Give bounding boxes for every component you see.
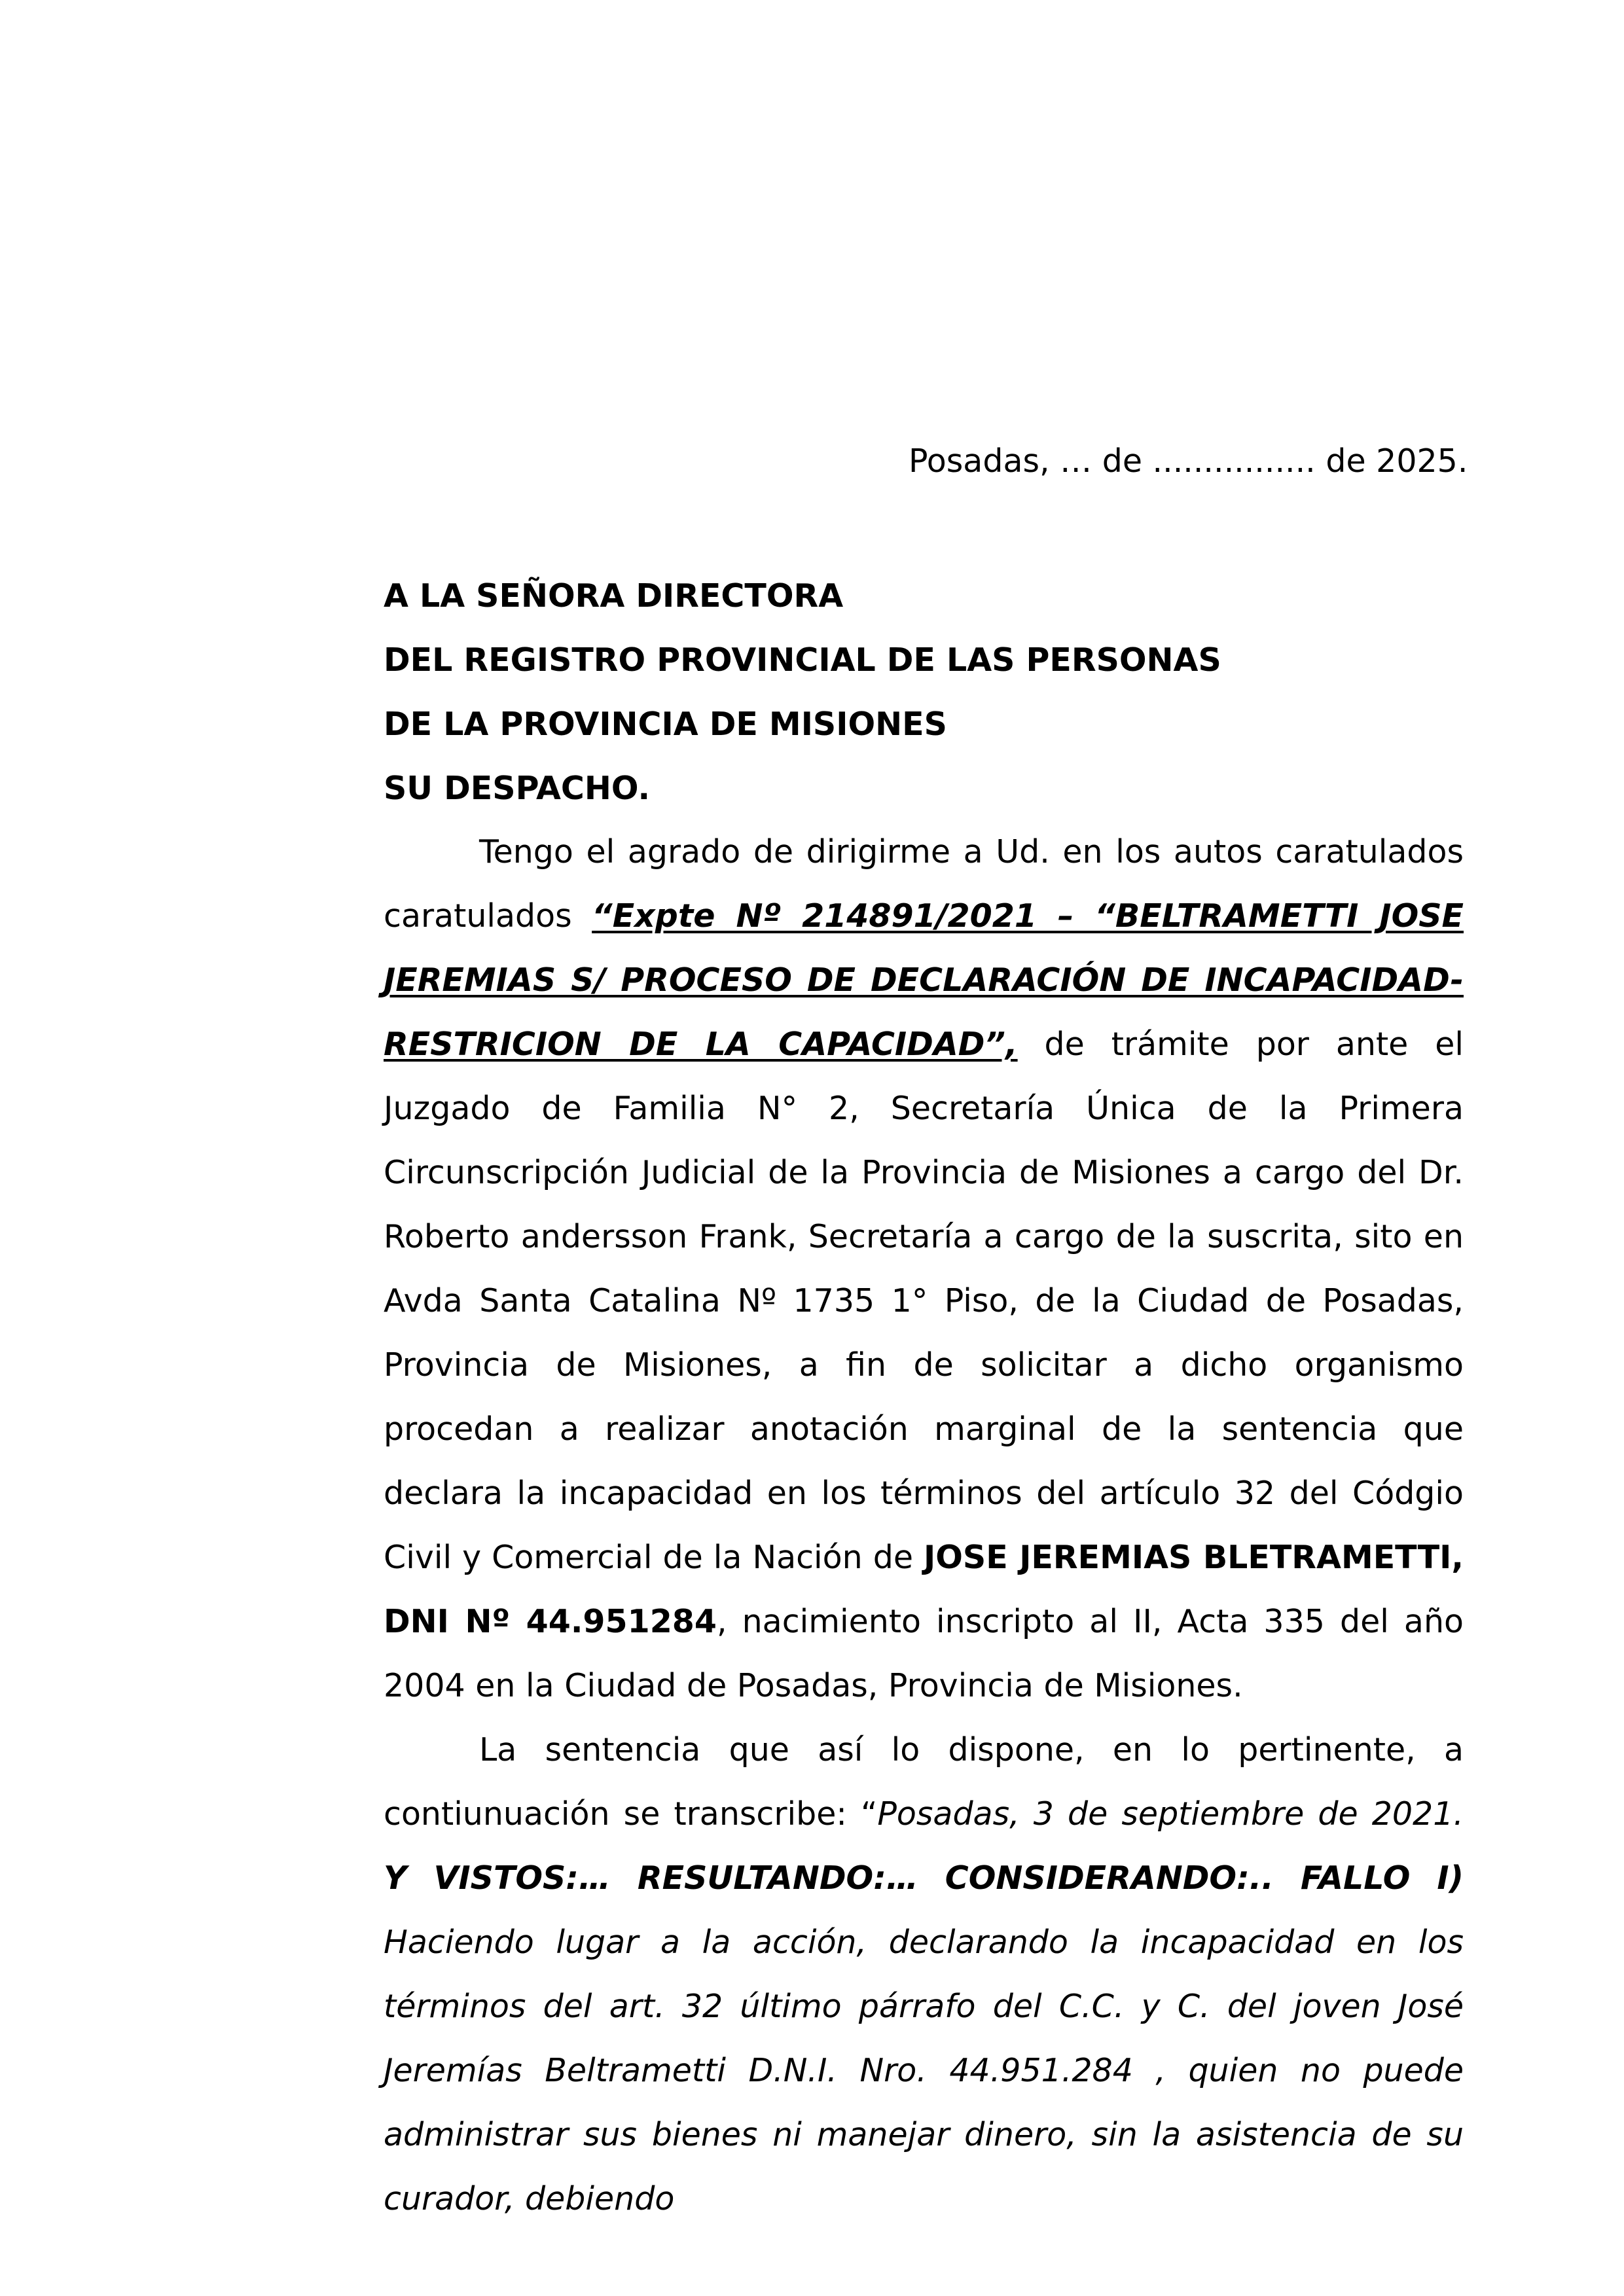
- request-intro: Tengo el agrado de dirigirme a Ud. en los autos caratulados caratulados: [384, 833, 1464, 935]
- ruling-date: Posadas, 3 de septiembre de 2021.: [877, 1795, 1464, 1833]
- addressee-line: SU DESPACHO.: [384, 770, 651, 807]
- dateline: Posadas, … de ................ de 2025.: [909, 442, 1468, 480]
- addressee-block: [384, 564, 1496, 821]
- ruling-text: Haciendo lugar a la acción, declarando la incapacidad en los términos del art. 32 último párrafo del C.C. y C. del joven José Jeremías Beltrametti D.N.I. Nro. 44.951.284 , quien no puede administrar sus bienes ni manejar dinero, sin la asistencia de su curador, debiendo: [384, 1924, 1464, 2217]
- birth-record: , nacimiento inscripto al II, Acta 335 del año 2004 en la Ciudad de Posadas, Provincia de Misiones.: [384, 1603, 1464, 1704]
- addressee-line: DEL REGISTRO PROVINCIAL DE LAS PERSONAS: [384, 641, 1221, 679]
- addressee-line: A LA SEÑORA DIRECTORA: [384, 577, 844, 615]
- paragraph-ruling: [384, 1718, 1464, 2231]
- letter-body: [384, 820, 1464, 2231]
- paragraph-request: [384, 820, 1464, 1718]
- addressee-line: DE LA PROVINCIA DE MISIONES: [384, 706, 947, 743]
- court-details: de trámite por ante el Juzgado de Familia N° 2, Secretaría Única de la Primera Circunscripción Judicial de la Provincia de Misiones a cargo del Dr. Roberto andersson Frank, Secretaría a cargo de la suscrita, sito en Avda Santa Catalina Nº 1735 1° Piso, de la Ciudad de Posadas, Provincia de Misiones, a fin de solicitar a dicho organismo procedan a realizar anotación marginal de la sentencia que declara la incapacidad en los términos del artículo 32 del Códgio Civil y Comercial de la Nación de: [384, 1026, 1464, 1576]
- ruling-intro: La sentencia que así lo dispone, en lo pertinente, a contiunuación se transcribe: “: [384, 1731, 1464, 1833]
- person-identification: JOSE JEREMIAS BLETRAMETTI, DNI Nº 44.951284: [384, 1539, 1464, 1640]
- ruling-headings: Y VISTOS:… RESULTANDO:… CONSIDERANDO:.. FALLO I): [384, 1859, 1464, 1897]
- case-reference: “Expte Nº 214891/2021 – “BELTRAMETTI JOSE JEREMIAS S/ PROCESO DE DECLARACIÓN DE INCAPACIDAD-RESTRICION DE LA CAPACIDAD”,: [384, 897, 1464, 1063]
